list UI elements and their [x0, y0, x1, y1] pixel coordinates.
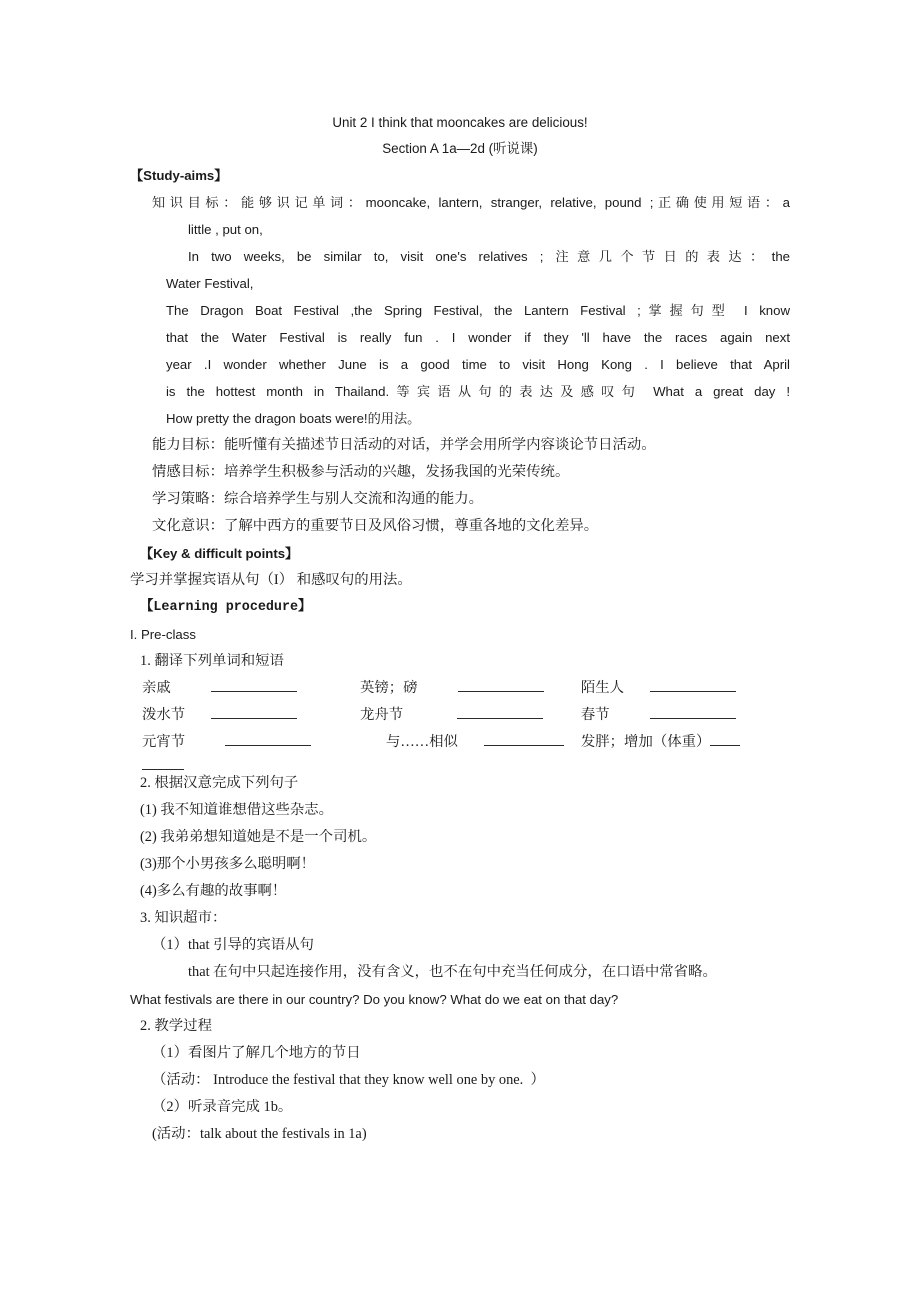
- vocab-term: 与……相似: [385, 734, 458, 750]
- knowledge-goal-line-1: 知识目标：能够识记单词：mooncake, lantern, stranger, relative, pound ;正确使用短语：a: [152, 195, 790, 210]
- preclass-section-label: I. Pre-class: [130, 627, 196, 642]
- task-3-subitem: （1）that 引导的宾语从句: [152, 937, 314, 953]
- vocab-term: 陌生人: [580, 680, 625, 696]
- procedure-item-2: （2）听录音完成 1b。: [152, 1099, 293, 1115]
- discussion-question: What festivals are there in our country? Do you know? What do we eat on that day?: [130, 992, 619, 1007]
- vocab-term: 龙舟节: [359, 707, 404, 723]
- answer-blank[interactable]: [484, 732, 564, 746]
- answer-blank[interactable]: [650, 678, 736, 692]
- vocab-term: 英镑；磅: [359, 680, 418, 696]
- knowledge-goal-line-9: How pretty the dragon boats were!的用法。: [166, 411, 421, 426]
- vocab-cell: [130, 702, 360, 729]
- task-3-label: 3. 知识超市：: [140, 910, 227, 926]
- knowledge-goal-line-2: little , put on,: [188, 222, 263, 237]
- knowledge-goal-line-6: that the Water Festival is really fun . I wonder if they 'll have the races again next: [166, 330, 790, 345]
- vocab-term: 泼水节: [142, 707, 186, 723]
- procedure-activity-1: （活动： Introduce the festival that they know well one by one. ）: [152, 1072, 545, 1088]
- vocab-cell: [581, 675, 790, 702]
- knowledge-goal-line-7: year .I wonder whether June is a good time to visit Hong Kong . I believe that April: [166, 357, 790, 372]
- task-2-item-4: (4)多么有趣的故事啊！: [140, 883, 287, 899]
- vocab-term: 元宵节: [142, 734, 186, 750]
- answer-blank[interactable]: [458, 678, 544, 692]
- knowledge-goal-line-3: In two weeks, be similar to, visit one's relatives ; 注意几个节日的表达：the: [188, 249, 790, 264]
- procedure-step-label: 2. 教学过程: [140, 1018, 212, 1034]
- vocab-cell: [130, 729, 360, 756]
- knowledge-goal-line-4: Water Festival,: [166, 276, 254, 291]
- answer-blank[interactable]: [211, 678, 297, 692]
- table-row: [130, 675, 790, 702]
- vocab-cell: [130, 675, 360, 702]
- answer-blank[interactable]: [457, 705, 543, 719]
- table-row: [130, 729, 790, 756]
- task-3-body: that 在句中只起连接作用，没有含义，也不在句中充当任何成分，在口语中常省略。: [188, 964, 717, 980]
- vocabulary-blank-table: [130, 675, 790, 770]
- answer-blank[interactable]: [211, 705, 297, 719]
- vocab-cell: [581, 729, 790, 756]
- answer-blank[interactable]: [225, 732, 311, 746]
- goal-strategy: 学习策略：综合培养学生与别人交流和沟通的能力。: [152, 491, 483, 507]
- vocab-cell: [360, 729, 581, 756]
- task-2-item-2: (2) 我弟弟想知道她是不是一个司机。: [140, 829, 377, 845]
- answer-blank[interactable]: [142, 756, 184, 770]
- goal-ability: 能力目标：能听懂有关描述节日活动的对话，并学会用所学内容谈论节日活动。: [152, 437, 656, 453]
- task-1-label: 1. 翻译下列单词和短语: [140, 653, 284, 669]
- knowledge-goal-line-8: is the hottest month in Thailand.等宾语从句的表达及感叹句 What a great day !: [166, 384, 790, 399]
- vocab-cell: [360, 702, 581, 729]
- document-body: [130, 110, 790, 1148]
- vocab-cell: [360, 675, 581, 702]
- heading-study-aims: 【Study-aims】: [130, 168, 228, 183]
- goal-culture: 文化意识：了解中西方的重要节日及风俗习惯，尊重各地的文化差异。: [152, 518, 599, 534]
- document-title-line-1: Unit 2 I think that mooncakes are delicious!: [332, 115, 588, 130]
- document-title-line-2: Section A 1a—2d (听说课): [382, 141, 538, 156]
- vocab-term: 亲戚: [142, 680, 171, 696]
- knowledge-goal-line-5: The Dragon Boat Festival ,the Spring Festival, the Lantern Festival ;掌握句型 I know: [166, 303, 790, 318]
- task-2-label: 2. 根据汉意完成下列句子: [140, 775, 299, 791]
- answer-blank[interactable]: [650, 705, 736, 719]
- table-row: [130, 702, 790, 729]
- goal-emotional: 情感目标：培养学生积极参与活动的兴趣，发扬我国的光荣传统。: [152, 464, 570, 480]
- vocab-term: 发胖；增加（体重）: [580, 734, 711, 750]
- table-row-continuation: [130, 756, 790, 770]
- heading-key-difficult-points: 【Key & difficult points】: [140, 546, 299, 561]
- key-difficult-text: 学习并掌握宾语从句（I） 和感叹句的用法。: [130, 572, 412, 588]
- task-2-item-3: (3)那个小男孩多么聪明啊！: [140, 856, 316, 872]
- vocab-cell: [130, 756, 364, 770]
- procedure-activity-2: (活动：talk about the festivals in 1a): [152, 1126, 367, 1142]
- task-2-item-1: (1) 我不知道谁想借这些杂志。: [140, 802, 334, 818]
- vocab-term: 春节: [580, 707, 610, 723]
- vocab-cell: [581, 702, 790, 729]
- heading-learning-procedure: 【Learning procedure】: [140, 600, 312, 615]
- procedure-item-1: （1）看图片了解几个地方的节日: [152, 1045, 361, 1061]
- answer-blank[interactable]: [710, 732, 740, 746]
